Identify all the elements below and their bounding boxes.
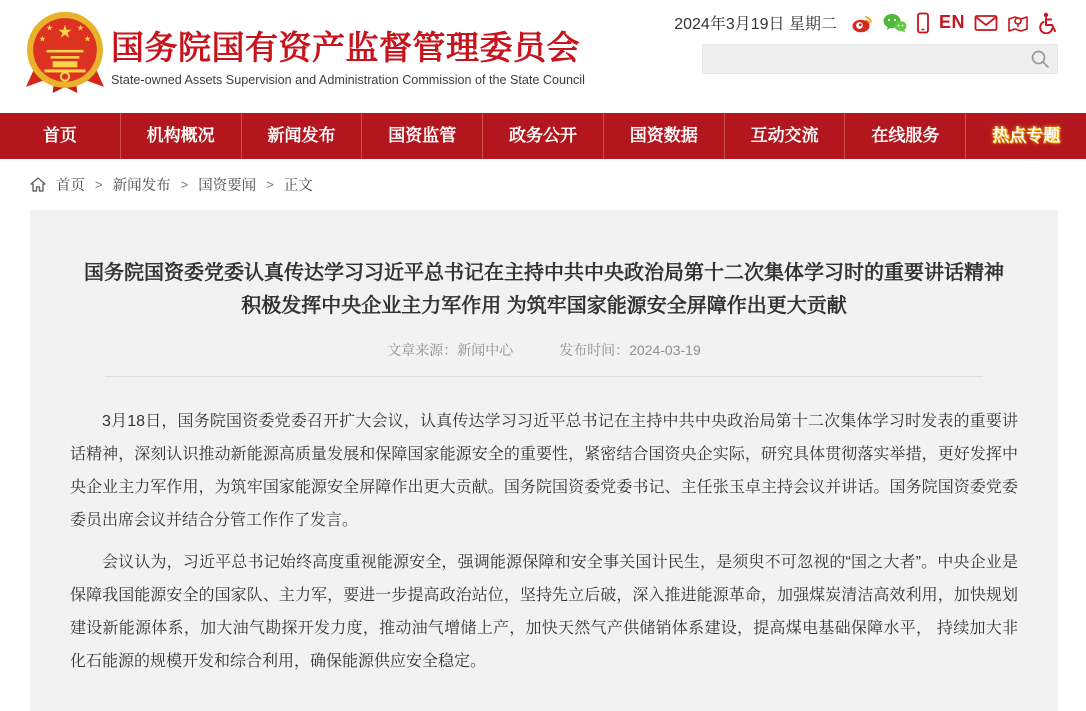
search-button[interactable] [1023,45,1057,73]
nav-item-interaction[interactable]: 互动交流 [724,113,845,159]
article-source-label: 文章来源： [387,342,458,358]
search-input[interactable] [703,45,1023,73]
search-icon [1030,49,1050,69]
breadcrumb-separator: > [180,177,189,192]
nav-item-about[interactable]: 机构概况 [120,113,241,159]
site-header [0,0,1086,113]
nav-item-hot-topics[interactable]: 热点专题 [965,113,1086,159]
article-title: 国务院国资委党委认真传达学习习近平总书记在主持中共中央政治局第十二次集体学习时的重要讲话精神 [84,262,1004,284]
home-icon [30,177,46,192]
meta-divider [105,376,983,377]
svg-text:★: ★ [76,23,85,33]
breadcrumb-current-article: 正文 [283,178,313,194]
svg-text:★: ★ [83,34,92,44]
svg-text:★: ★ [57,21,73,42]
article-publish-date: 2024-03-19 [629,342,701,358]
article-source-value: 新闻中心 [457,342,514,358]
weibo-icon[interactable] [852,12,874,34]
accessibility-icon[interactable] [1038,12,1058,34]
main-nav [0,113,1086,159]
article-publish-label: 发布时间： [559,342,630,358]
breadcrumb-sasac-news[interactable]: 国资要闻 [198,178,257,194]
article-subtitle: 积极发挥中央企业主力军作用 为筑牢国家能源安全屏障作出更大贡献 [241,295,847,317]
breadcrumb-news[interactable]: 新闻发布 [112,178,171,194]
header-utility-bar [674,11,1058,34]
nav-item-data[interactable]: 国资数据 [603,113,724,159]
breadcrumb [0,159,1086,210]
location-icon[interactable] [1007,12,1029,34]
site-title: 国务院国有资产监督管理委员会 [111,29,580,67]
article-container [30,210,1058,711]
national-emblem-icon [26,10,104,98]
current-date: 2024年3月19日 星期二 [674,16,837,33]
svg-text:★: ★ [45,23,54,33]
site-title-block [111,21,585,87]
site-title-english: State-owned Assets Supervision and Administration Commission of the State Council [111,72,585,87]
wechat-icon[interactable] [883,12,907,34]
site-logo[interactable] [26,10,585,98]
nav-item-supervision[interactable]: 国资监管 [361,113,482,159]
mobile-icon[interactable] [916,12,930,34]
search-bar [702,44,1058,74]
article-meta [70,340,1018,360]
article-paragraph: 3月18日，国务院国资委党委召开扩大会议，认真传达学习习近平总书记在主持中共中央政治局第十二次集体学习时发表的重要讲话精神，深刻认识推动新能源高质量发展和保障国家能源安全的重要性，紧密结合国资央企实际，研究具体贯彻落实举措，更好发挥中央企业主力军作用，为筑牢国家能源安全屏障作出更大贡献。国务院国资委党委书记、主任张玉卓主持会议并讲话。国务院国资委党委委员出席会议并结合分管工作作了发言。 [70,413,1018,529]
svg-text:★: ★ [38,34,47,44]
nav-item-news[interactable]: 新闻发布 [241,113,362,159]
nav-item-home[interactable]: 首页 [42,126,77,145]
article-paragraph: 会议认为，习近平总书记始终高度重视能源安全，强调能源保障和安全事关国计民生，是须臾不可忽视的“国之大者”。中央企业是保障我国能源安全的国家队、主力军，要进一步提高政治站位，坚持先立后破，深入推进能源革命，加强煤炭清洁高效利用，加快规划建设新能源体系，加大油气勘探开发力度，推动油气增储上产，加快天然气产供储销体系建设，提高煤电基础保障水平， 持续加大非化石能源的规模开发和综合利用，确保能源供应安全稳定。 [70,554,1018,670]
language-toggle-en[interactable]: EN [938,12,965,32]
breadcrumb-separator: > [95,177,103,192]
breadcrumb-home[interactable]: 首页 [56,178,85,194]
mail-icon[interactable] [974,12,998,34]
breadcrumb-separator: > [266,177,274,192]
nav-item-online-service[interactable]: 在线服务 [844,113,965,159]
article-body [70,405,1018,678]
nav-item-gov-affairs[interactable]: 政务公开 [482,113,603,159]
